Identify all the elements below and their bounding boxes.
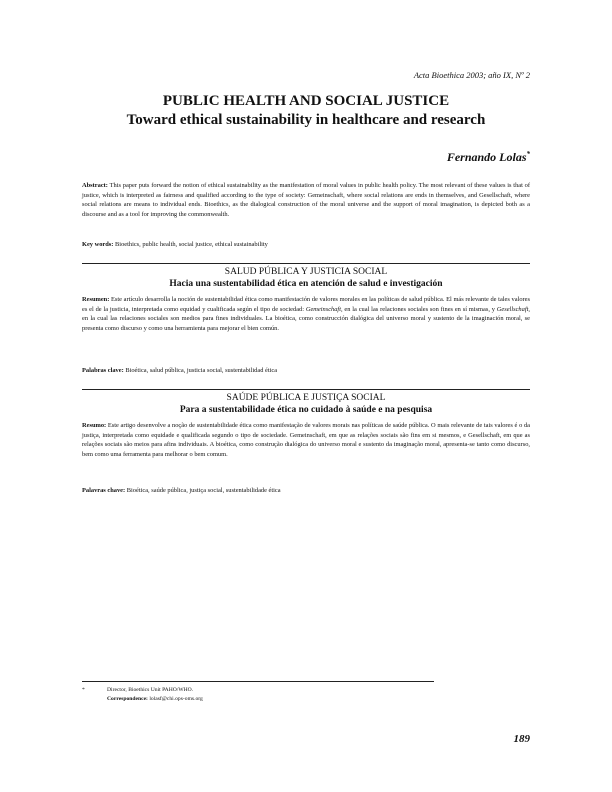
title-line-2: Toward ethical sustainability in healthcare and research [126, 112, 486, 128]
title-line-1: PUBLIC HEALTH AND SOCIAL JUSTICE [162, 93, 450, 109]
footnote-divider [82, 681, 434, 682]
abstract-label: Abstract: [82, 182, 108, 189]
resumen-term-1: Gemeinschaft [305, 305, 341, 313]
spanish-abstract [82, 295, 530, 333]
resumen-term-2: Gesellschaft [496, 305, 529, 313]
palabras-clave-text: Bioética, salud pública, justicia social, sustentabilidad ética [125, 367, 278, 374]
footnote [82, 686, 203, 704]
footnote-line-2 [82, 695, 203, 704]
section-divider-portuguese [82, 389, 530, 390]
footnote-email-label: Correspondence: [107, 696, 148, 702]
portuguese-keywords [82, 486, 530, 495]
portuguese-subtitle: Para a sustentabilidade ética no cuidado à saúde e na pesquisa [179, 405, 433, 415]
palabras-clave-label: Palabras clave: [82, 367, 124, 374]
resumen-text-3: , en la cual las relaciones sociales son medios para fines individuales. La bioética, como construcción dialógica del universo moral y sustento de la imaginación moral, se presenta como discurso y como una herramienta para mejorar el bien común. [82, 305, 530, 332]
resumen-text-2: , en la cual las relaciones sociales son fines en sí mismas, y [340, 305, 495, 313]
section-divider-spanish [82, 263, 530, 264]
footnote-marker: * [82, 687, 85, 693]
resumo-label: Resumo: [82, 422, 107, 429]
footnote-affiliation: Director, Bioethics Unit PAHO/WHO. [107, 687, 194, 693]
abstract-text: This paper puts forward the notion of ethical sustainability as the manifestation of moral values in public health policy. The most relevant of these values is that of justice, which is interpreted as fairness and qualified according to the type of society: Gemeinschaft, where social relations are ends in themselves, and Gesellschaft, where social relations are means to individual ends. Bioethics, as the dialogical construction of the moral universe and the support of moral imagination, is depicted both as a discourse and as a tool for improving the commonwealth. [82, 182, 531, 218]
spanish-title: SALUD PÚBLICA Y JUSTICIA SOCIAL [224, 267, 388, 277]
author-footnote-marker: * [526, 150, 530, 158]
journal-reference: Acta Bioethica 2003; año IX, Nº 2 [413, 70, 530, 80]
spanish-subtitle: Hacia una sustentabilidad ética en atención de salud e investigación [169, 279, 443, 289]
english-keywords [82, 240, 530, 249]
footnote-email: lolasf@chi.ops-oms.org [149, 696, 203, 702]
author-name: Fernando Lolas [446, 150, 527, 164]
keywords-label: Key words: [82, 241, 114, 248]
portuguese-title: SAÚDE PÚBLICA E JUSTIÇA SOCIAL [226, 393, 386, 403]
author [447, 150, 530, 165]
footnote-line-1 [82, 686, 203, 695]
palavras-chave-label: Palavras chave: [82, 487, 126, 494]
article-title [82, 92, 530, 130]
page-number: 189 [513, 733, 530, 745]
resumen-text-1: Este artículo desarrolla la noción de sustentabilidad ética como manifestación de valores morales en las políticas de salud pública. El más relevante de tales valores es el de la justicia, interpretada como equidad y cualificada según el tipo de sociedad: [82, 296, 530, 313]
palavras-chave-text: Bioética, saúde pública, justiça social, sustentabilidade ética [126, 487, 281, 494]
portuguese-abstract [82, 421, 530, 459]
spanish-keywords [82, 366, 530, 375]
keywords-text: Bioethics, public health, social justice, ethical sustainability [115, 241, 268, 248]
english-abstract [82, 181, 530, 219]
resumen-label: Resumen: [82, 296, 110, 303]
resumo-text: Este artigo desenvolve a noção de sustentabilidade ética como manifestação de valores morais nas políticas de saúde pública. O mais relevante de tais valores é o da justiça, interpretada como equidade e qualificada segundo o tipo de sociedade. Gemeinschaft, em que as relações sociais são fins em si mesmos, e Gesellschaft, em que as relações sociais são meios para afins individuais. A bioética, como construção dialógica do universo moral e sustento da imaginação moral, apresenta-se tanto como discurso, bem como uma ferramenta para melhorar o bem comum. [82, 422, 530, 458]
